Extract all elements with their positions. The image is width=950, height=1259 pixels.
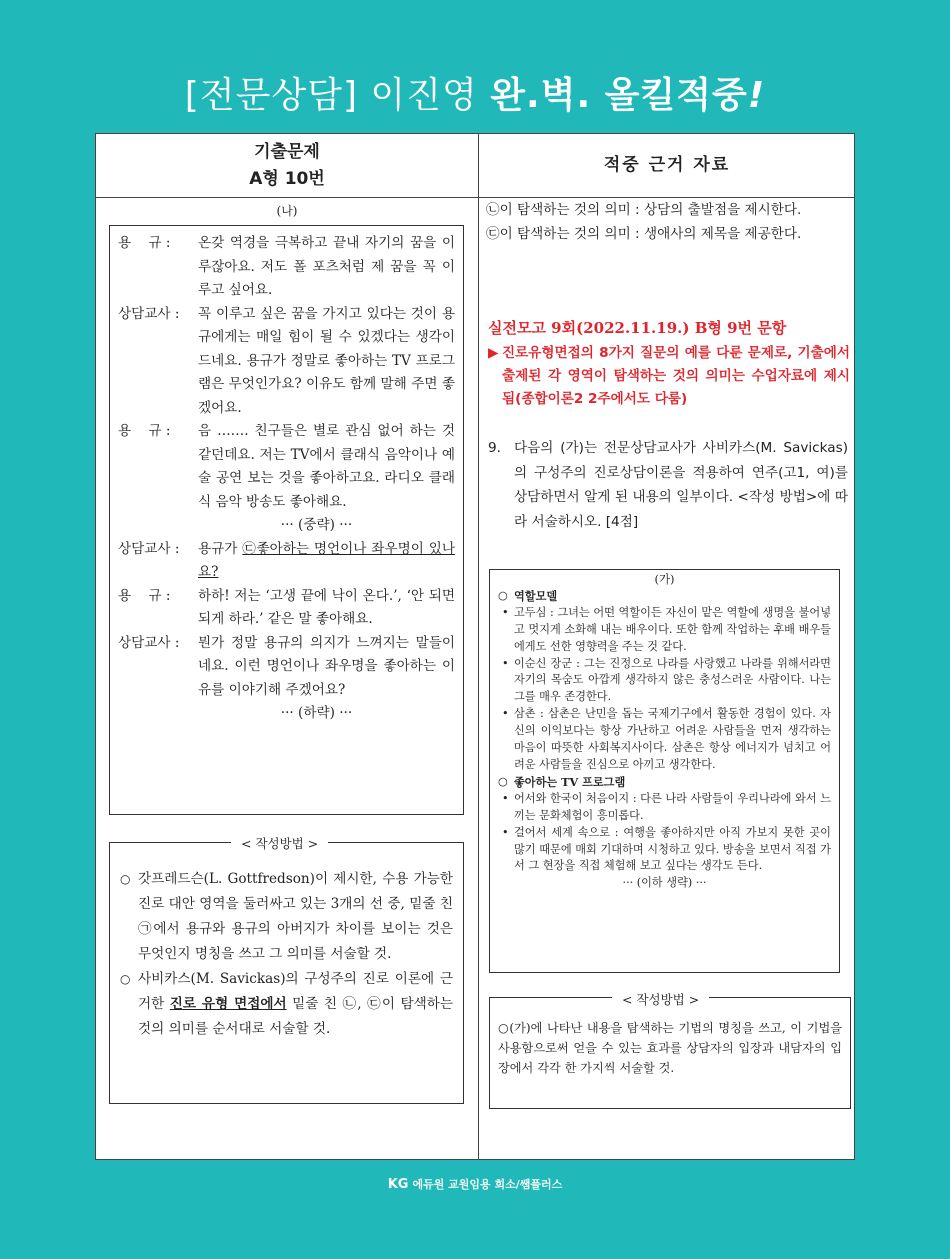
speaker: 상담교사 : <box>118 540 180 557</box>
circle-icon: ○ <box>498 588 508 602</box>
dialogue-line <box>118 232 455 303</box>
title-exclaim: ! <box>747 75 766 116</box>
omission-mid: ··· (중략) ··· <box>280 517 353 533</box>
utterance: 꼭 이루고 싶은 꿈을 가지고 있다는 것이 용규에게는 매일 힘이 될 수 있겠다는 생각이 드네요. 용규가 정말로 좋아하는 TV 프로그램은 무엇인가요? 이유도 함께 말해 주면 좋겠어요. <box>198 305 455 416</box>
section-title: 좋아하는 TV 프로그램 <box>514 774 626 789</box>
comparison-sheet <box>95 133 855 1160</box>
list-item <box>502 825 831 876</box>
dot-icon: • <box>502 791 509 805</box>
ga-omission: ··· (이하 생략) ··· <box>622 876 707 890</box>
speaker: 용 규 : <box>118 235 171 251</box>
dialogue-line <box>118 632 455 703</box>
question-text: 다음의 (가)는 전문상담교사가 사비카스(M. Savickas)의 구성주의 진로상담이론을 적용하여 연주(고1, 여)를 상담하면서 알게 된 내용의 일부이다. <작성 방법>에 따라 서술하시오. [4점] <box>514 440 848 530</box>
method-text: 갓프레드슨(L. Gottfredson)이 제시한, 수용 가능한 진로 대안 영역을 둘러싸고 있는 3개의 선 중, 밑줄 친 ㉠에서 용규와 용규의 아버지가 차이를 보이는 것은 무엇인지 명칭을 쓰고 그 의미를 서술할 것. <box>138 871 453 962</box>
ga-box <box>489 569 840 973</box>
red-body-text: 진로유형면접의 8가지 질문의 예를 다룬 문제로, 기출에서 출제된 각 영역이 탐색하는 것의 의미는 수업자료에 제시됨(종합이론2 2주에서도 다룸) <box>502 345 850 407</box>
dot-icon: • <box>502 656 509 670</box>
speaker: 상담교사 : <box>118 305 180 322</box>
method-text-post: 밑줄 친 ㉡, ㉢이 탐색하는 것의 의미를 순서대로 서술할 것. <box>138 996 453 1037</box>
column-divider <box>478 134 479 1159</box>
dialogue-line <box>118 538 455 585</box>
list-item <box>502 656 831 707</box>
circle-icon: ○ <box>498 774 508 788</box>
bullet-icon: ○ <box>120 872 131 886</box>
dialogue-box <box>109 225 464 815</box>
omission-end: ··· (하략) ··· <box>280 705 353 721</box>
method-text <box>138 967 453 1042</box>
right-method-text: ○(가)에 나타난 내용을 탐색하는 기법의 명칭을 쓰고, 이 기법을 사용함으로써 얻을 수 있는 효과를 상담자의 입장과 내담자의 입장에서 각각 한 가지씩 서술할 것. <box>498 1021 842 1075</box>
list-item <box>502 706 831 774</box>
utterance-pre: 용규가 <box>198 540 243 557</box>
answer-line-1: ㉡이 탐색하는 것의 의미 : 상담의 출발점을 제시한다. <box>486 202 802 218</box>
item-text: 이순신 장군 : 그는 진정으로 나라를 사랑했고 나라를 위해서라면 자기의 목숨도 아깝게 생각하지 않은 충성스러운 사람이다. 나는 그를 매우 존경한다. <box>514 656 831 704</box>
right-header <box>479 134 855 197</box>
method-item <box>120 967 453 1042</box>
dialogue-line <box>118 303 455 421</box>
speaker: 용 규 : <box>118 423 171 439</box>
bullet-icon: ○ <box>120 972 131 986</box>
utterance: 음 ……. 친구들은 별로 관심 없어 하는 것 같던데요. 저는 TV에서 클래식 음악이나 예술 공연 보는 것을 좋아하고요. 라디오 클래식 음악 방송도 좋아해요. <box>198 423 455 510</box>
left-method-box <box>109 842 464 1104</box>
right-method-label: < 작성방법 > <box>612 990 709 1008</box>
left-header-line2: A형 10번 <box>249 168 325 189</box>
right-header-text: 적중 근거 자료 <box>603 155 731 175</box>
section-tv <box>498 774 831 791</box>
dot-icon: • <box>502 707 509 721</box>
ga-label: (가) <box>654 572 675 586</box>
section-role-model <box>498 588 831 605</box>
method-item <box>120 867 453 967</box>
title-light: [전문상담] 이진영 <box>184 75 491 116</box>
title-bold: 완.벽. 올킬적중 <box>490 75 748 116</box>
method-text-underlined: 진로 유형 면접에서 <box>169 996 287 1012</box>
dialogue-line <box>118 420 455 514</box>
underlined-question: ㉢좋아하는 명언이나 좌우명이 있나요? <box>198 540 455 580</box>
question-line <box>488 436 848 534</box>
right-method-box <box>489 997 851 1109</box>
speaker: 용 규 : <box>118 587 171 604</box>
red-description <box>488 342 850 411</box>
footer <box>0 1176 950 1192</box>
arrow-icon: ▶ <box>488 345 499 361</box>
red-heading: 실전모고 9회(2022.11.19.) B형 9번 문항 <box>488 319 787 337</box>
left-method-label: < 작성방법 > <box>231 834 328 852</box>
section-title: 역할모델 <box>514 588 558 603</box>
utterance: 뭔가 정말 용규의 의지가 느껴지는 말들이네요. 이런 명언이나 좌우명을 좋아하는 이유를 이야기해 주겠어요? <box>198 634 455 698</box>
item-text: 삼촌 : 삼촌은 난민을 돕는 국제기구에서 활동한 경험이 있다. 자신의 이익보다는 항상 가난하고 어려운 사람들을 먼저 생각하는 마음이 따뜻한 사회복지사이다. 삼촌은 항상 에너지가 넘치고 어려운 사람들을 진심으로 아끼고 생각한다. <box>514 707 831 771</box>
kg-logo: KG <box>387 1177 409 1192</box>
item-text: 고두심 : 그녀는 어떤 역할이든 자신이 맡은 역할에 생명을 불어넣고 멋지게 소화해 내는 배우이다. 또한 함께 작업하는 후배 배우들에게도 선한 영향력을 주는 것 같다. <box>514 605 831 653</box>
utterance: 온갖 역경을 극복하고 끝내 자기의 꿈을 이루잖아요. 저도 폴 포츠처럼 제 꿈을 꼭 이루고 싶어요. <box>198 235 455 298</box>
utterance: 하하! 저는 ‘고생 끝에 낙이 온다.’, ‘안 되면 되게 하라.’ 같은 말 좋아해요. <box>198 587 455 627</box>
item-text: 걸어서 세계 속으로 : 여행을 좋아하지만 아직 가보지 못한 곳이 많기 때문에 매회 기대하며 시청하고 있다. 방송을 보면서 직접 가서 그 현장을 직접 체험해 보고 싶다는 생각도 든다. <box>514 825 831 873</box>
item-text: 어서와 한국이 처음이지 : 다른 나라 사람들이 우리나라에 와서 느끼는 문화체험이 흥미롭다. <box>514 791 831 822</box>
left-header <box>96 134 478 197</box>
list-item <box>502 791 831 825</box>
answer-line-2: ㉢이 탐색하는 것의 의미 : 생애사의 제목을 제공한다. <box>486 226 802 242</box>
speaker: 상담교사 : <box>118 634 180 651</box>
red-line <box>488 342 850 411</box>
question-number: 9. <box>488 440 501 456</box>
method-text-pre: 사비카스(M. Savickas)의 구성주의 진로 이론에 근거한 <box>138 971 453 1012</box>
left-header-line1: 기출문제 <box>254 141 320 162</box>
dot-icon: • <box>502 605 509 619</box>
answer-block <box>486 198 846 246</box>
dot-icon: • <box>502 825 509 839</box>
na-label: (나) <box>276 204 298 218</box>
question-9 <box>488 436 848 534</box>
utterance <box>198 538 455 585</box>
dialogue-line <box>118 585 455 632</box>
list-item <box>502 605 831 656</box>
page-title <box>0 72 950 120</box>
footer-text: 에듀원 교원임용 희소/쌤플러스 <box>412 1178 563 1191</box>
